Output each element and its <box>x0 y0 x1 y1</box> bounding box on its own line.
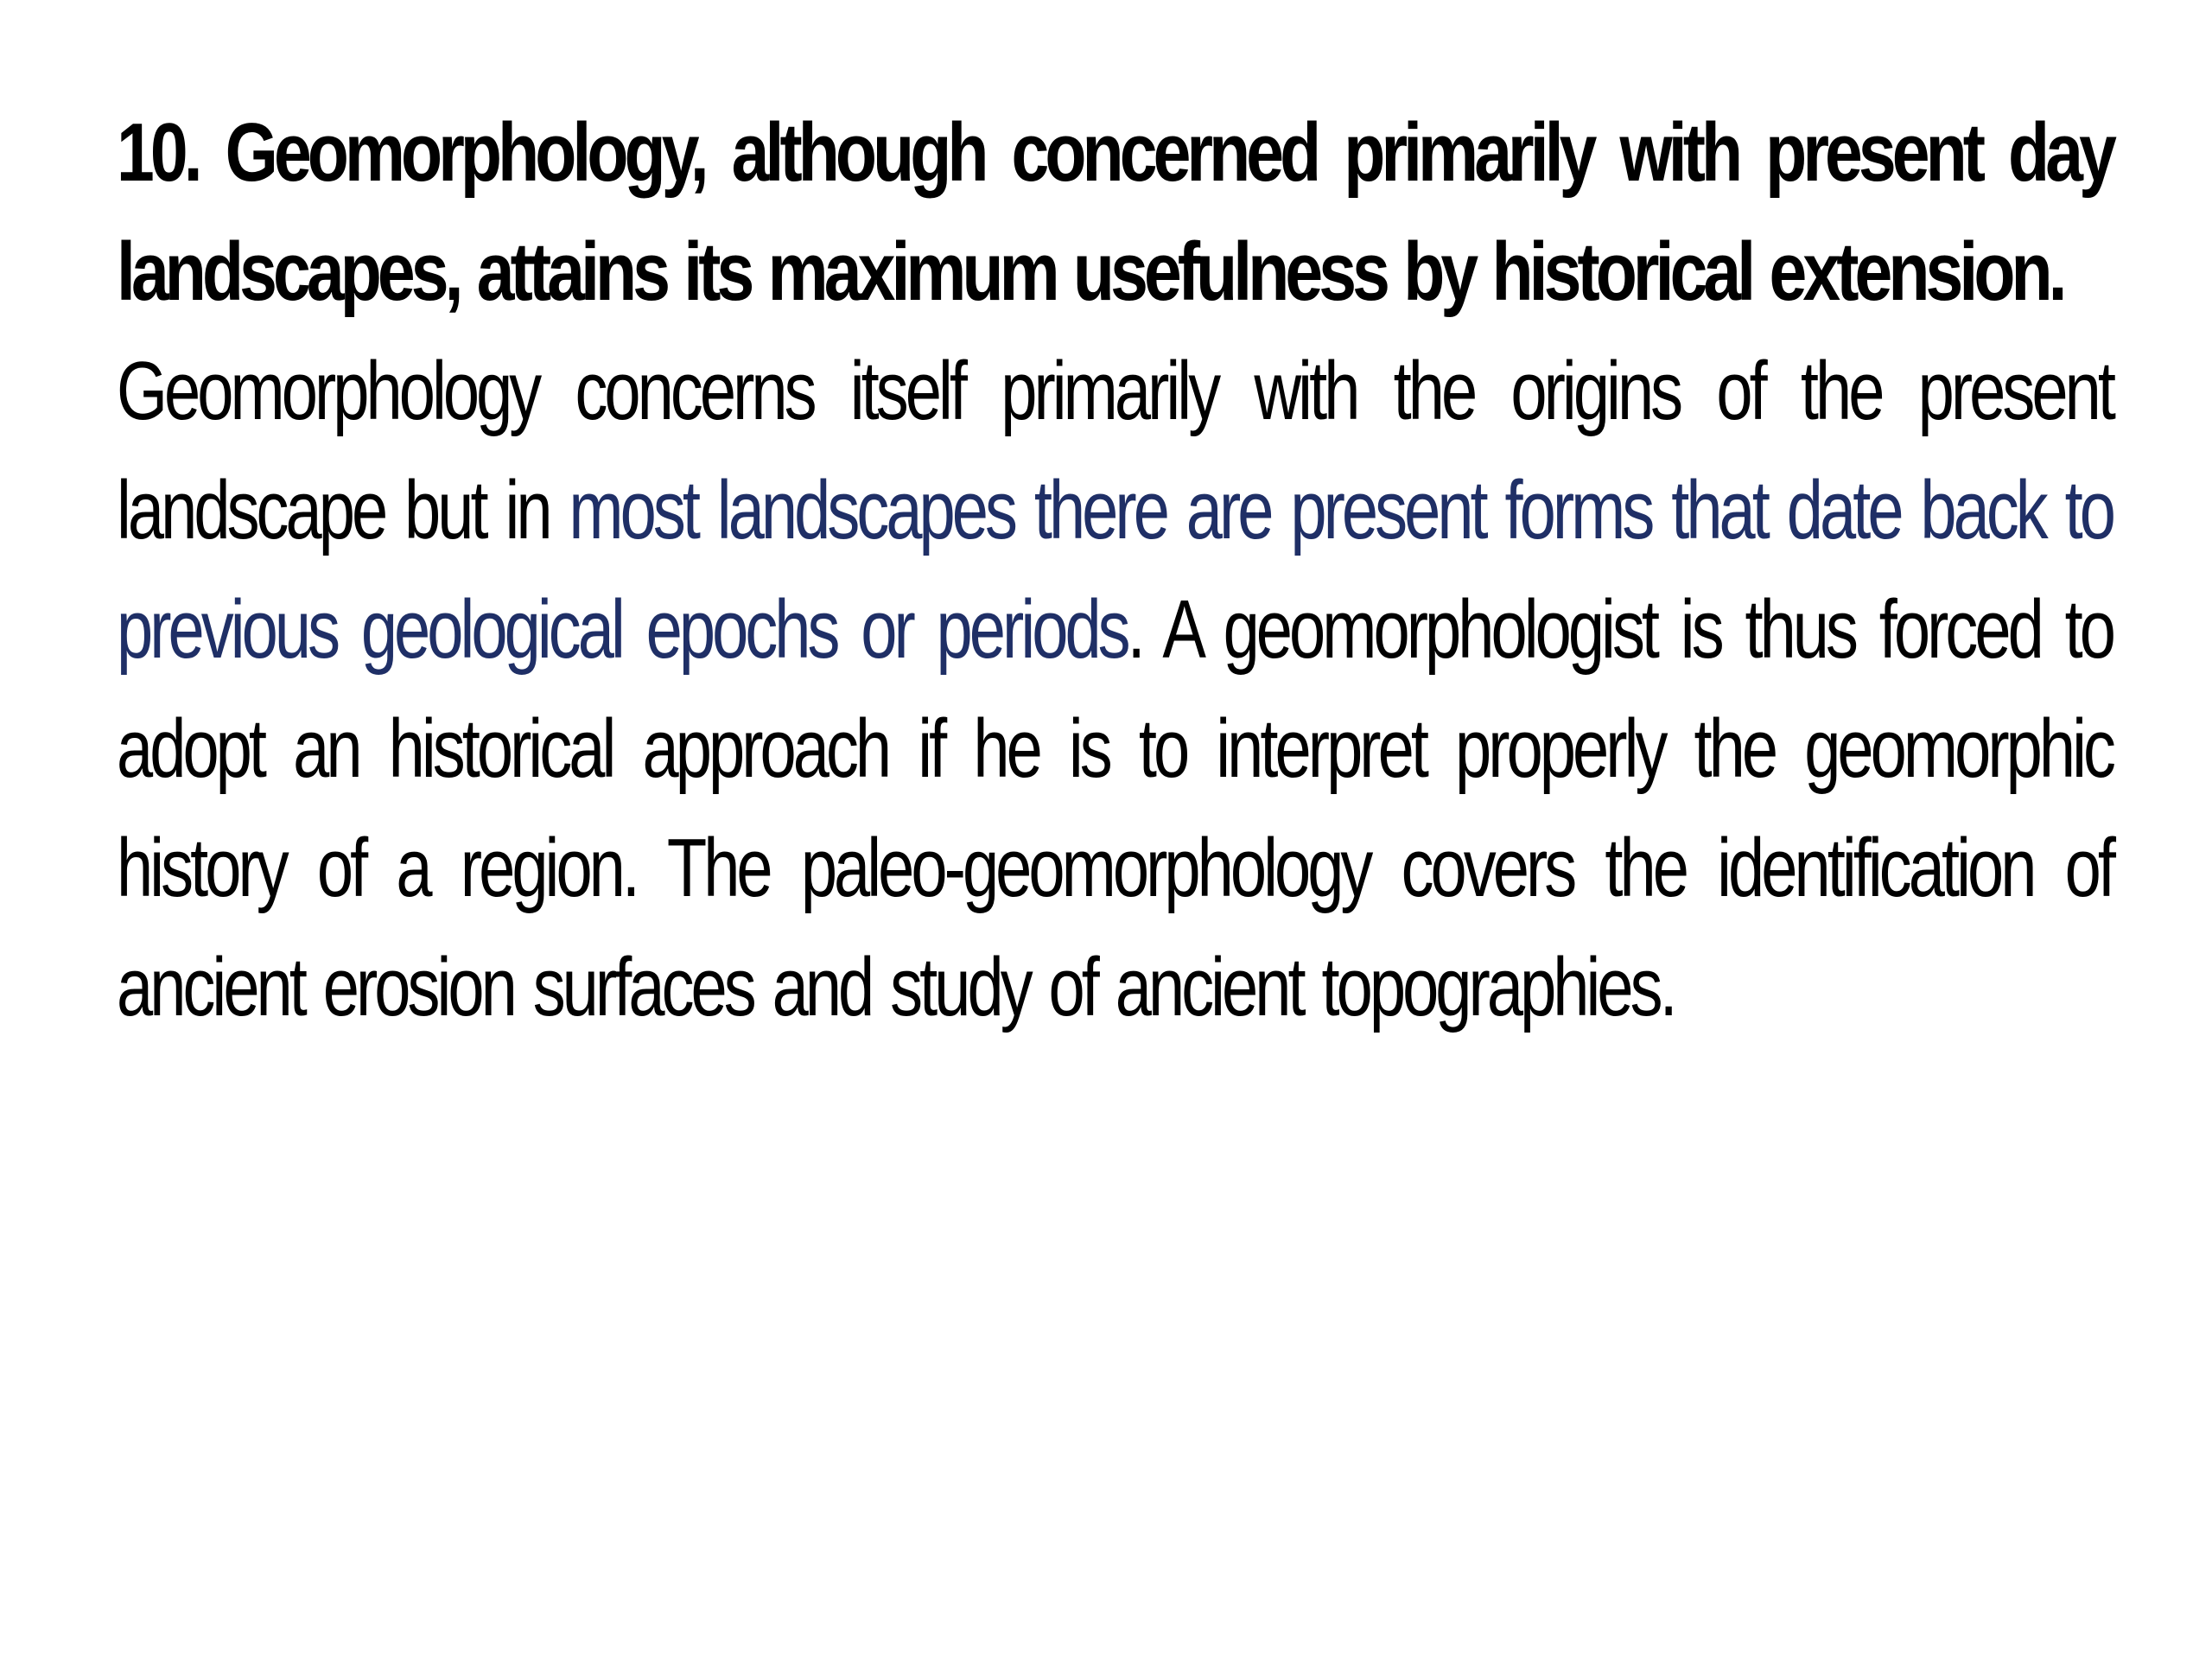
body-rest-text: . A geomorphologist is thus forced to adopt an historical approach if he is to interpret properly the geomorphic history of a region. The paleo-geomorphology covers the identification of ancient erosion surfaces and study of ancient topographies. <box>117 583 2113 1033</box>
highlighted-text: most landscapes there are present forms that date back to previous geological epochs or periods <box>117 464 2113 676</box>
body-intro-text: Geomorphology concerns itself primarily with the origins of the present landscape but in <box>117 345 2113 556</box>
body-paragraph <box>117 332 2113 1047</box>
principle-heading: 10. Geomorphology, although concerned primarily with present day landscapes, attains its maximum usefulness by historical extension. <box>117 106 2113 318</box>
text-block <box>117 93 2113 1047</box>
